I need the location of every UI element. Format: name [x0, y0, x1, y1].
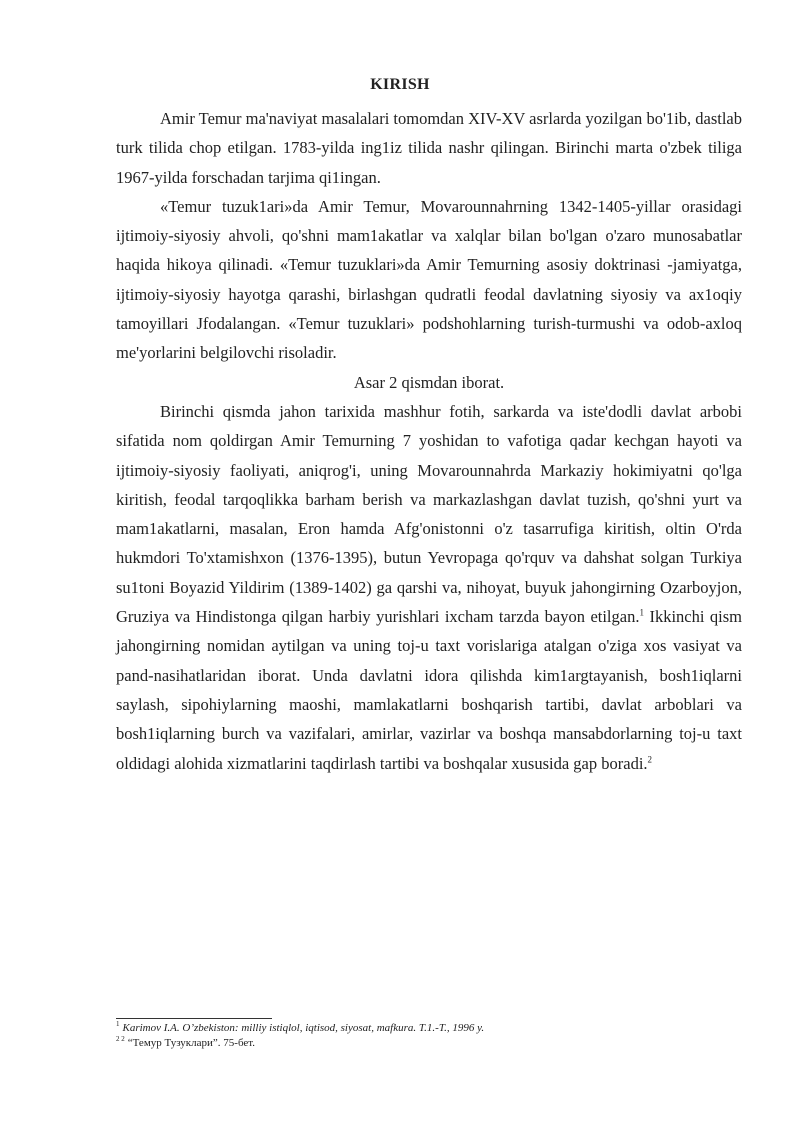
footnote-2-text: “Темур Тузуклари”. 75-бет. — [127, 1037, 256, 1049]
paragraph-5-text: Ikkinchi qism jahongirning nomidan aytilgan va uning toj-u taxt vorislariga atalgan o'ziga xos vasiyat va pand-nasihatlaridan iborat. Unda davlatni idora qilishda kim1argtayanish, bosh1iqlarni saylash, sipohiylarning maoshi, mamlakatlarni boshqarish tartibi, davlat arboblari va bosh1iqlarning burch va vazifalari, amirlar, vazirlar va boshqa mansabdorlarning toj-u taxt oldidagi alohida xizmatlarini taqdirlash tartibi va boshqalar xususida gap boradi. — [116, 607, 743, 773]
footnote-1-mark: 1 — [116, 1020, 120, 1029]
paragraph-4 — [116, 397, 742, 778]
paragraph-2: «Temur tuzuk1ari»da Amir Temur, Movarounnahrning 1342-1405-yillar orasidagi ijtimoiy-siyosiy ahvoli, qo'shni mam1akatlar va xalqlar bilan bo'lgan o'zaro munosabatlar haqida hikoya qilinadi. «Temur tuzuklari»da Amir Temurning asosiy doktrinasi -jamiyatga, ijtimoiy-siyosiy hayotga qarashi, birlashgan qudratli feodal davlatning siyosiy va ax1oqiy tamoyillari Jfodalangan. «Temur tuzuklari» podshohlarning turish-turmushi va odob-axloq me'yorlarini belgilovchi risoladir. — [116, 196, 742, 363]
footnote-1 — [116, 1021, 756, 1036]
footnote-ref-1: 1 — [639, 607, 644, 618]
footnote-2-mark: 2 2 — [116, 1035, 125, 1044]
footnote-2 — [116, 1036, 756, 1051]
footnote-divider — [116, 1018, 272, 1019]
paragraph-4-text: Birinchi qismda jahon tarixida mashhur fotih, sarkarda va iste'dodli davlat arbobi sifatida nom qoldirgan Amir Temurning 7 yoshidan to vafotiga qadar kechgan hayoti va ijtimoiy-siyosiy faoliyati, aniqrog'i, uning Movarounnahrda Markaziy hokimiyatni qo'lga kiritish, feodal tarqoqlikka barham berish va markazlashgan davlat tuzish, qo'shni yurt va mam1akatlarni, masalan, Eron hamda Afg'onistonni o'z tasarrufiga kiritish, oltin O'rda hukmdori To'xtamishxon (1376-1395), butun Yevropaga qo'rquv va dahshat solgan Turkiya su1toni Boyazid Yildirim (1389-1402) ga qarshi va, nihoyat, buyuk jahongirning Ozarboyjon, Gruziya va Hindistonga qilgan harbiy yurishlari ixcham tarzda bayon etilgan. — [116, 401, 742, 627]
paragraph-3: Asar 2 qismdan iborat. — [353, 372, 505, 392]
page-title: KIRISH — [370, 76, 430, 93]
paragraph-1: Amir Temur ma'naviyat masalalari tomomdan XIV-XV asrlarda yozilgan bo'1ib, dastlab turk tilida chop etilgan. 1783-yilda ing1iz tilida nashr qilingan. Birinchi marta o'zbek tiliga 1967-yilda forschadan tarjima qi1ingan. — [116, 109, 742, 187]
footnote-ref-2: 2 — [647, 754, 653, 765]
footnote-1-text: Karimov I.A. O’zbekiston: milliy istiqlol, iqtisod, siyosat, mafkura. T.1.-T., 1996 y. — [122, 1022, 485, 1034]
body-text — [116, 104, 742, 778]
footnotes — [116, 1021, 756, 1051]
